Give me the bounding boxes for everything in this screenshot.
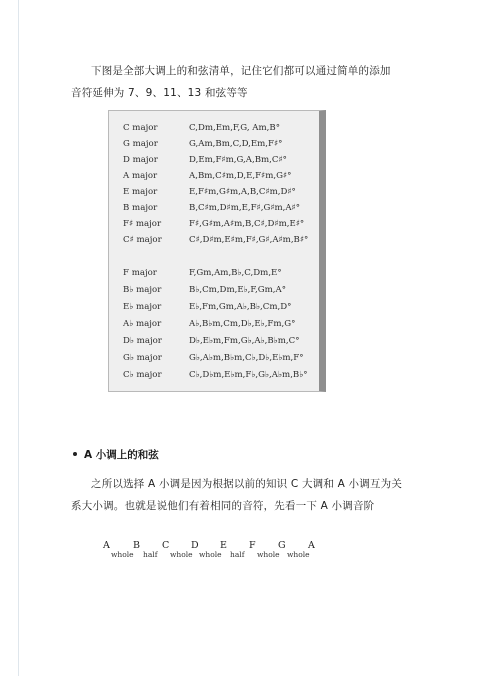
- chord-row: [123, 235, 323, 251]
- scale-interval: whole: [111, 550, 134, 559]
- major-key-chord-table: [108, 110, 326, 392]
- chord-list: E,F♯m,G♯m,A,B,C♯m,D♯°: [189, 187, 296, 197]
- intro-line-1: 下图是全部大调上的和弦清单，记住它们都可以通过简单的添加: [91, 65, 391, 77]
- key-name: A♭ major: [123, 319, 162, 329]
- scale-interval: half: [230, 550, 245, 559]
- key-name: B major: [123, 203, 158, 213]
- key-name: D major: [123, 155, 158, 165]
- intro-line-2: 音符延伸为 7、9、11、13 和弦等等: [71, 87, 248, 99]
- scale-interval: whole: [170, 550, 193, 559]
- scale-note: F: [249, 540, 256, 551]
- chord-list: G♭,A♭m,B♭m,C♭,D♭,E♭m,F°: [189, 353, 304, 363]
- chord-list: A,Bm,C♯m,D,E,F♯m,G♯°: [189, 171, 292, 181]
- key-name: E♭ major: [123, 302, 162, 312]
- chord-row: [123, 353, 323, 369]
- chord-list: F,Gm,Am,B♭,C,Dm,E°: [189, 268, 282, 278]
- page-margin-line: [18, 0, 19, 676]
- section-line-1: 之所以选择 A 小调是因为根据以前的知识 C 大调和 A 小调互为关: [91, 478, 403, 490]
- chord-row: [123, 319, 323, 335]
- chord-list: A♭,B♭m,Cm,D♭,E♭,Fm,G°: [189, 319, 296, 329]
- chord-row: [123, 370, 323, 386]
- chord-list: D♭,E♭m,Fm,G♭,A♭,B♭m,C°: [189, 336, 300, 346]
- key-name: F major: [123, 268, 157, 278]
- scale-note: C: [162, 540, 170, 551]
- scale-note: G: [278, 540, 286, 551]
- section-heading-text: A 小调上的和弦: [84, 449, 159, 461]
- key-name: G major: [123, 139, 158, 149]
- chord-list: E♭,Fm,Gm,A♭,B♭,Cm,D°: [189, 302, 292, 312]
- key-name: C major: [123, 123, 158, 133]
- scale-note: B: [133, 540, 140, 551]
- chord-list: C♭,D♭m,E♭m,F♭,G♭,A♭m,B♭°: [189, 370, 308, 380]
- scale-note: A: [308, 540, 315, 551]
- scale-note: A: [103, 540, 110, 551]
- key-name: A major: [123, 171, 158, 181]
- chord-list: F♯,G♯m,A♯m,B,C♯,D♯m,E♯°: [189, 219, 305, 229]
- key-name: E major: [123, 187, 158, 197]
- chord-list: B♭,Cm,Dm,E♭,F,Gm,A°: [189, 285, 286, 295]
- scale-interval: half: [143, 550, 158, 559]
- key-name: F♯ major: [123, 219, 162, 229]
- key-name: B♭ major: [123, 285, 162, 295]
- chord-list: B,C♯m,D♯m,E,F♯,G♯m,A♯°: [189, 203, 301, 213]
- scale-note: D: [191, 540, 199, 551]
- chord-list: C,Dm,Em,F,G, Am,B°: [189, 123, 281, 133]
- chord-row: [123, 219, 323, 235]
- chord-row: [123, 171, 323, 187]
- chord-row: [123, 139, 323, 155]
- chord-list: G,Am,Bm,C,D,Em,F♯°: [189, 139, 283, 149]
- key-name: C♭ major: [123, 370, 162, 380]
- section-line-2: 系大小调。也就是说他们有着相同的音符，先看一下 A 小调音阶: [71, 500, 375, 512]
- chord-row: [123, 155, 323, 171]
- chord-row: [123, 336, 323, 352]
- chord-list: C♯,D♯m,E♯m,F♯,G♯,A♯m,B♯°: [189, 235, 309, 245]
- chord-list: D,Em,F♯m,G,A,Bm,C♯°: [189, 155, 287, 165]
- a-minor-scale-diagram: [103, 540, 333, 570]
- chord-row: [123, 285, 323, 301]
- chord-row: [123, 203, 323, 219]
- scale-interval: whole: [287, 550, 310, 559]
- key-name: G♭ major: [123, 353, 162, 363]
- chord-row: [123, 187, 323, 203]
- chord-row: [123, 268, 323, 284]
- key-name: C♯ major: [123, 235, 162, 245]
- scale-note: E: [220, 540, 227, 551]
- chord-row: [123, 302, 323, 318]
- bullet-icon: [73, 452, 77, 456]
- intro-paragraph: [71, 60, 451, 104]
- section-paragraph: [71, 473, 451, 517]
- scale-interval: whole: [199, 550, 222, 559]
- chord-row: [123, 123, 323, 139]
- scale-interval: whole: [257, 550, 280, 559]
- section-heading: [73, 447, 159, 462]
- key-name: D♭ major: [123, 336, 162, 346]
